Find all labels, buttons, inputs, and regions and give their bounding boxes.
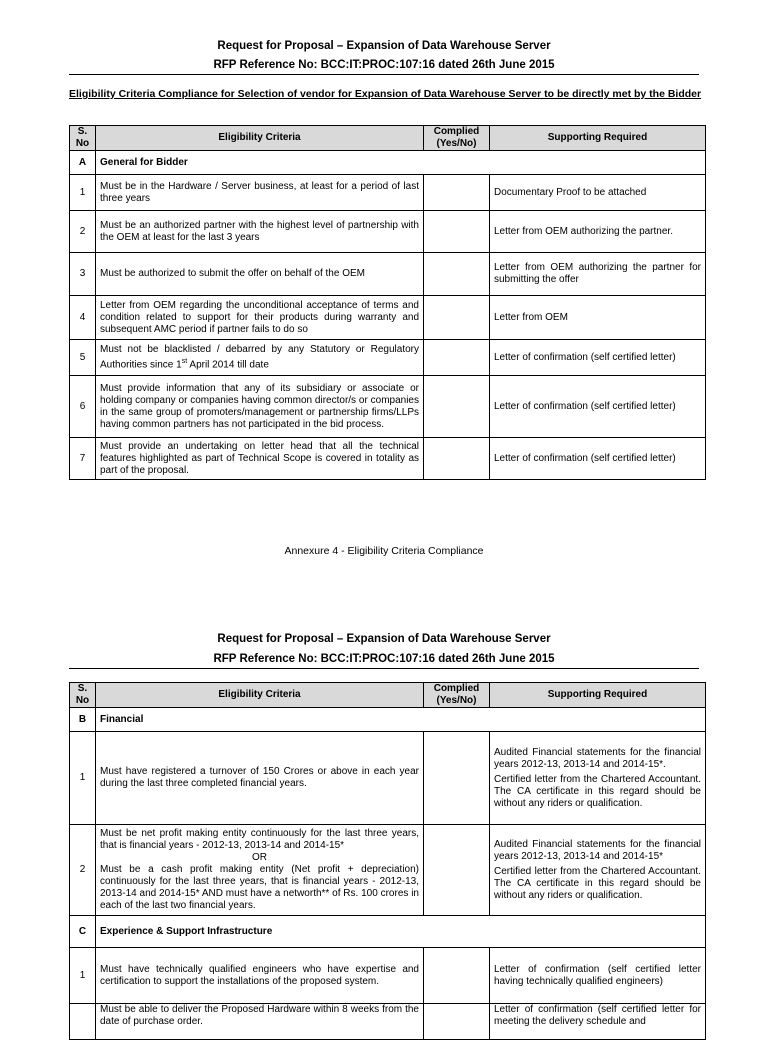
row-number: 5 <box>70 340 96 376</box>
row-number: 7 <box>70 438 96 480</box>
row-support: Letter from OEM authorizing the partner. <box>490 211 706 253</box>
page1-header-rule <box>69 74 699 75</box>
table-row <box>70 211 706 253</box>
row-support: Letter from OEM <box>490 296 706 340</box>
row-complied-cell[interactable] <box>424 253 490 296</box>
support-paragraph: Audited Financial statements for the financial years 2012-13, 2013-14 and 2014-15*. <box>494 746 701 770</box>
row-criteria: Must have registered a turnover of 150 Crores or above in each year during the last three completed financial years. <box>96 732 424 825</box>
row-criteria <box>96 825 424 916</box>
row-criteria-text: April 2014 till date <box>187 359 269 371</box>
section-title: General for Bidder <box>96 151 706 175</box>
row-support: Letter from OEM authorizing the partner for submitting the offer <box>490 253 706 296</box>
row-number: 1 <box>70 732 96 825</box>
criteria-text: Must be net profit making entity continuously for the last three years, that is financial years - 2012-13, 2013-14 and 2014-15* <box>100 828 419 851</box>
or-separator: OR <box>252 852 267 863</box>
criteria-text: Must be a cash profit making entity (Net profit + depreciation) continuously for the last three years, that is financial years - 2012-13, 2013-14 and 2014-15* AND must have a networth** of Rs. 100 crores in each of the last two financial years. <box>100 864 419 911</box>
row-complied-cell[interactable] <box>424 948 490 1004</box>
col-support-header: Supporting Required <box>490 683 706 708</box>
row-support: Letter of confirmation (self certified letter) <box>490 376 706 438</box>
row-criteria: Must provide information that any of its subsidiary or associate or holding company or companies having common director/s or companies in the same group of promoters/management or partnership firms/LLPs having common partners has not participated in the bid process. <box>96 376 424 438</box>
table-row <box>70 825 706 916</box>
section-title: Financial <box>96 708 706 732</box>
row-criteria: Must have technically qualified engineers who have expertise and certification to support the installations of the proposed system. <box>96 948 424 1004</box>
row-criteria: Must be authorized to submit the offer on behalf of the OEM <box>96 253 424 296</box>
table-row <box>70 340 706 376</box>
section-label: B <box>70 708 96 732</box>
row-complied-cell[interactable] <box>424 732 490 825</box>
col-criteria-header: Eligibility Criteria <box>96 683 424 708</box>
row-complied-cell[interactable] <box>424 1004 490 1040</box>
page1-title: Request for Proposal – Expansion of Data Warehouse Server <box>217 40 551 52</box>
row-number <box>70 1004 96 1040</box>
col-criteria-header: Eligibility Criteria <box>96 126 424 151</box>
row-criteria: Must be an authorized partner with the highest level of partnership with the OEM at least for the last 3 years <box>96 211 424 253</box>
page2-criteria-table <box>69 682 706 1040</box>
row-complied-cell[interactable] <box>424 438 490 480</box>
col-support-header: Supporting Required <box>490 126 706 151</box>
ordinal-suffix: st <box>181 357 188 365</box>
row-support: Letter of confirmation (self certified letter) <box>490 340 706 376</box>
row-complied-cell[interactable] <box>424 825 490 916</box>
section-row-c <box>70 916 706 948</box>
table-header-row <box>70 683 706 708</box>
table-row <box>70 253 706 296</box>
support-paragraph: Certified letter from the Chartered Accountant. The CA certificate in this regard should be without any riders or qualification. <box>494 773 701 809</box>
row-support: Letter of confirmation (self certified letter) <box>490 438 706 480</box>
row-number: 6 <box>70 376 96 438</box>
table-row <box>70 296 706 340</box>
support-paragraph: Audited Financial statements for the financial years 2012-13, 2013-14 and 2014-15* <box>494 838 701 862</box>
row-support: Documentary Proof to be attached <box>490 175 706 211</box>
col-complied-header: Complied (Yes/No) <box>424 126 490 151</box>
row-number: 3 <box>70 253 96 296</box>
row-support: Letter of confirmation (self certified letter having technically qualified engineers) <box>490 948 706 1004</box>
row-number: 2 <box>70 825 96 916</box>
row-complied-cell[interactable] <box>424 175 490 211</box>
row-criteria <box>96 340 424 376</box>
row-complied-cell[interactable] <box>424 376 490 438</box>
row-support <box>490 825 706 916</box>
table-header-row <box>70 126 706 151</box>
section-row-b <box>70 708 706 732</box>
section-label: C <box>70 916 96 948</box>
table-row <box>70 376 706 438</box>
row-number: 1 <box>70 948 96 1004</box>
page2-title: Request for Proposal – Expansion of Data Warehouse Server <box>217 633 551 645</box>
col-complied-header: Complied (Yes/No) <box>424 683 490 708</box>
section-row-a <box>70 151 706 175</box>
row-number: 1 <box>70 175 96 211</box>
row-complied-cell[interactable] <box>424 340 490 376</box>
page1-rfp-reference: RFP Reference No: BCC:IT:PROC:107:16 dated 26th June 2015 <box>213 59 555 71</box>
col-sno-header: S. No <box>70 683 96 708</box>
page-footer: Annexure 4 - Eligibility Criteria Compliance <box>284 545 484 557</box>
row-criteria: Letter from OEM regarding the unconditional acceptance of terms and condition related to support for their products during warranty and subsequent AMC period if partner fails to do so <box>96 296 424 340</box>
section-title: Experience & Support Infrastructure <box>96 916 706 948</box>
row-number: 4 <box>70 296 96 340</box>
row-criteria: Must be able to deliver the Proposed Hardware within 8 weeks from the date of purchase order. <box>96 1004 424 1040</box>
table-row <box>70 175 706 211</box>
table-row <box>70 1004 706 1040</box>
page1-criteria-table <box>69 125 706 480</box>
support-paragraph: Certified letter from the Chartered Accountant. The CA certificate in this regard should be without any riders or qualification. <box>494 865 701 901</box>
page2-rfp-reference: RFP Reference No: BCC:IT:PROC:107:16 dated 26th June 2015 <box>213 653 555 665</box>
table-row <box>70 438 706 480</box>
row-complied-cell[interactable] <box>424 211 490 253</box>
page1-section-heading: Eligibility Criteria Compliance for Selection of vendor for Expansion of Data Warehouse Server to be directly met by the Bidder <box>69 88 702 100</box>
page2-header-rule <box>69 668 699 669</box>
row-complied-cell[interactable] <box>424 296 490 340</box>
section-label: A <box>70 151 96 175</box>
col-sno-header: S. No <box>70 126 96 151</box>
table-row <box>70 948 706 1004</box>
row-criteria-text: Must not be blacklisted / debarred by any Statutory or Regulatory Authorities since 1 <box>100 343 419 371</box>
table-row <box>70 732 706 825</box>
row-criteria: Must provide an undertaking on letter head that all the technical features highlighted as part of Technical Scope is covered in totality as part of the proposal. <box>96 438 424 480</box>
row-support: Letter of confirmation (self certified letter for meeting the delivery schedule and <box>490 1004 706 1040</box>
row-support <box>490 732 706 825</box>
row-criteria: Must be in the Hardware / Server business, at least for a period of last three years <box>96 175 424 211</box>
row-number: 2 <box>70 211 96 253</box>
